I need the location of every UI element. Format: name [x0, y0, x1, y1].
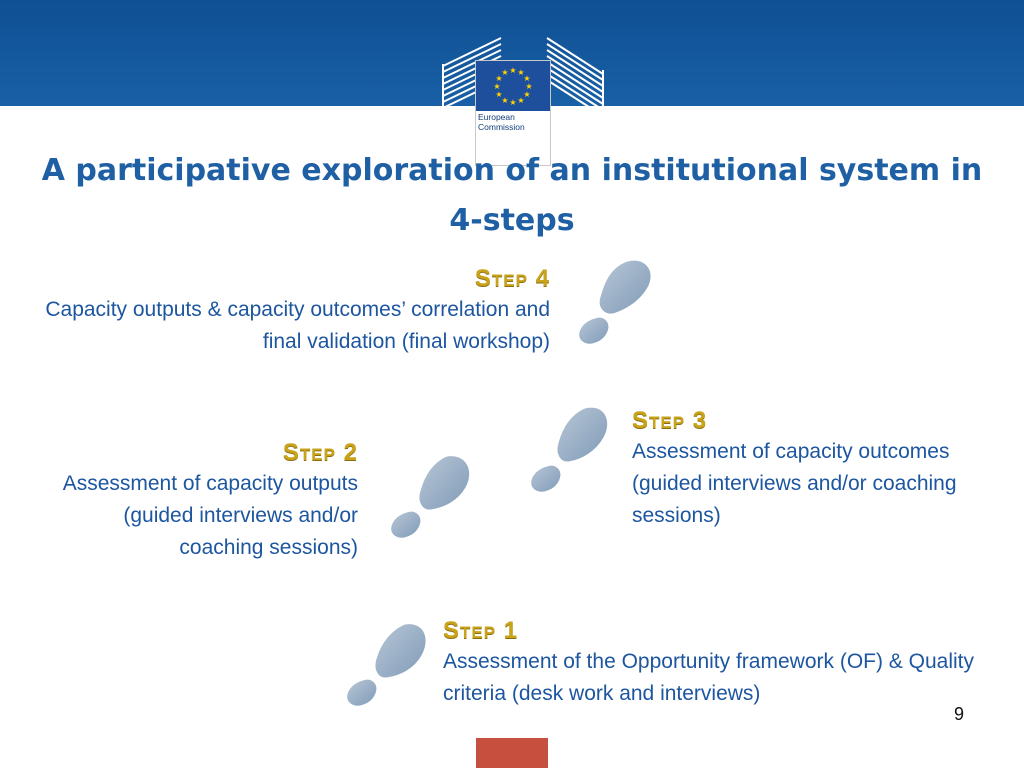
svg-text:★: ★	[525, 82, 533, 91]
step-3-text: Assessment of capacity outcomes (guided interviews and/or coaching sessions)	[632, 440, 957, 527]
step-3	[632, 406, 972, 532]
svg-text:★: ★	[509, 98, 517, 107]
step-2-text: Assessment of capacity outputs (guided interviews and/or coaching sessions)	[62, 472, 358, 559]
step-1-label: Step 1	[443, 617, 519, 644]
svg-text:★: ★	[509, 66, 517, 75]
svg-text:★: ★	[501, 96, 509, 105]
step-4-text: Capacity outputs & capacity outcomes’ correlation and final validation (final workshop)	[45, 298, 550, 353]
step-1	[443, 616, 983, 710]
step-3-label: Step 3	[632, 407, 708, 434]
step-1-text: Assessment of the Opportunity framework (OF) & Quality criteria (desk work and interviews)	[443, 650, 975, 705]
svg-text:★: ★	[493, 82, 501, 91]
svg-text:★: ★	[495, 74, 503, 83]
svg-text:★: ★	[517, 96, 525, 105]
svg-text:★: ★	[523, 90, 531, 99]
step-2-label: Step 2	[282, 439, 358, 466]
footprint-icon	[384, 450, 484, 550]
footprint-icon	[338, 618, 438, 718]
svg-text:★: ★	[517, 68, 525, 77]
svg-text:★: ★	[523, 74, 531, 83]
logo-line-1: European	[478, 112, 515, 122]
footprint-icon	[522, 400, 622, 500]
logo-line-2: Commission	[478, 122, 525, 132]
page-title: A participative exploration of an institutional system in 4-steps	[41, 153, 983, 238]
footprint-icon	[564, 252, 664, 352]
svg-text:★: ★	[501, 68, 509, 77]
step-2	[40, 438, 358, 564]
eu-flag-icon	[476, 61, 550, 111]
page-number: 9	[953, 704, 964, 724]
svg-text:★: ★	[495, 90, 503, 99]
step-4	[20, 264, 550, 358]
logo-text	[478, 112, 544, 132]
bottom-tab	[476, 738, 548, 768]
step-4-label: Step 4	[474, 265, 550, 292]
